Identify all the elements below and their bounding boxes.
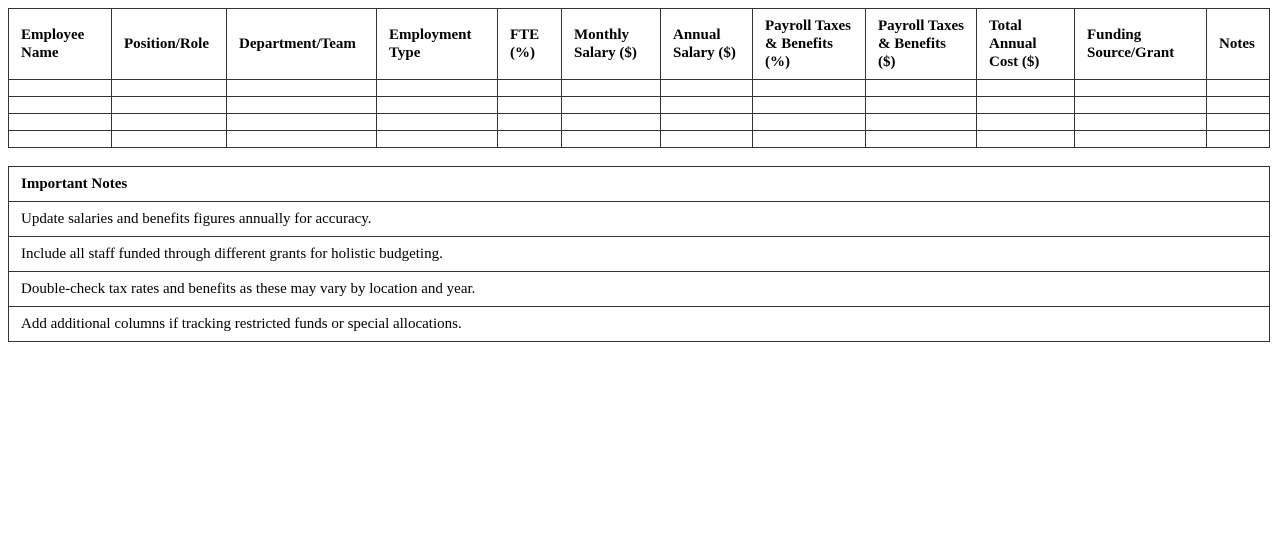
cell-funding-source[interactable] <box>1075 97 1207 114</box>
cell-funding-source[interactable] <box>1075 114 1207 131</box>
table-row <box>9 131 1270 148</box>
cell-position-role[interactable] <box>112 80 227 97</box>
header-funding-source: Funding Source/Grant <box>1075 9 1207 80</box>
cell-employee-name[interactable] <box>9 80 112 97</box>
note-item: Include all staff funded through different grants for holistic budgeting. <box>9 237 1270 272</box>
cell-fte-percent[interactable] <box>498 97 562 114</box>
cell-total-annual-cost[interactable] <box>977 131 1075 148</box>
cell-notes[interactable] <box>1207 97 1270 114</box>
cell-employment-type[interactable] <box>377 131 498 148</box>
header-employee-name: Employee Name <box>9 9 112 80</box>
cell-payroll-taxes-dollars[interactable] <box>866 80 977 97</box>
cell-payroll-taxes-percent[interactable] <box>753 97 866 114</box>
cell-notes[interactable] <box>1207 114 1270 131</box>
note-row <box>9 237 1270 272</box>
cell-monthly-salary[interactable] <box>562 131 661 148</box>
cell-total-annual-cost[interactable] <box>977 80 1075 97</box>
cell-position-role[interactable] <box>112 131 227 148</box>
cell-employment-type[interactable] <box>377 80 498 97</box>
cell-fte-percent[interactable] <box>498 131 562 148</box>
cell-fte-percent[interactable] <box>498 80 562 97</box>
header-monthly-salary: Monthly Salary ($) <box>562 9 661 80</box>
cell-total-annual-cost[interactable] <box>977 97 1075 114</box>
cell-payroll-taxes-percent[interactable] <box>753 131 866 148</box>
cell-payroll-taxes-dollars[interactable] <box>866 97 977 114</box>
cell-payroll-taxes-dollars[interactable] <box>866 131 977 148</box>
cell-annual-salary[interactable] <box>661 97 753 114</box>
staff-budget-table <box>8 8 1270 148</box>
cell-employment-type[interactable] <box>377 97 498 114</box>
table-row <box>9 114 1270 131</box>
header-payroll-taxes-percent: Payroll Taxes & Benefits (%) <box>753 9 866 80</box>
header-notes: Notes <box>1207 9 1270 80</box>
cell-position-role[interactable] <box>112 97 227 114</box>
cell-notes[interactable] <box>1207 131 1270 148</box>
header-position-role: Position/Role <box>112 9 227 80</box>
cell-payroll-taxes-dollars[interactable] <box>866 114 977 131</box>
note-item: Update salaries and benefits figures annually for accuracy. <box>9 202 1270 237</box>
cell-funding-source[interactable] <box>1075 131 1207 148</box>
cell-funding-source[interactable] <box>1075 80 1207 97</box>
note-row <box>9 202 1270 237</box>
cell-monthly-salary[interactable] <box>562 80 661 97</box>
notes-title: Important Notes <box>9 167 1270 202</box>
note-row <box>9 272 1270 307</box>
note-item: Add additional columns if tracking restricted funds or special allocations. <box>9 307 1270 342</box>
cell-annual-salary[interactable] <box>661 114 753 131</box>
cell-employee-name[interactable] <box>9 131 112 148</box>
cell-total-annual-cost[interactable] <box>977 114 1075 131</box>
cell-position-role[interactable] <box>112 114 227 131</box>
cell-department-team[interactable] <box>227 114 377 131</box>
cell-monthly-salary[interactable] <box>562 114 661 131</box>
table-row <box>9 80 1270 97</box>
cell-annual-salary[interactable] <box>661 131 753 148</box>
header-total-annual-cost: Total Annual Cost ($) <box>977 9 1075 80</box>
cell-fte-percent[interactable] <box>498 114 562 131</box>
cell-notes[interactable] <box>1207 80 1270 97</box>
cell-monthly-salary[interactable] <box>562 97 661 114</box>
cell-annual-salary[interactable] <box>661 80 753 97</box>
note-item: Double-check tax rates and benefits as these may vary by location and year. <box>9 272 1270 307</box>
table-header-row <box>9 9 1270 80</box>
cell-payroll-taxes-percent[interactable] <box>753 80 866 97</box>
header-fte-percent: FTE (%) <box>498 9 562 80</box>
cell-department-team[interactable] <box>227 80 377 97</box>
cell-employee-name[interactable] <box>9 97 112 114</box>
important-notes-table <box>8 166 1270 342</box>
cell-department-team[interactable] <box>227 131 377 148</box>
document-page <box>8 8 1270 342</box>
header-annual-salary: Annual Salary ($) <box>661 9 753 80</box>
notes-header-row <box>9 167 1270 202</box>
cell-department-team[interactable] <box>227 97 377 114</box>
cell-employment-type[interactable] <box>377 114 498 131</box>
header-payroll-taxes-dollars: Payroll Taxes & Benefits ($) <box>866 9 977 80</box>
note-row <box>9 307 1270 342</box>
table-row <box>9 97 1270 114</box>
header-department-team: Department/Team <box>227 9 377 80</box>
cell-employee-name[interactable] <box>9 114 112 131</box>
header-employment-type: Employment Type <box>377 9 498 80</box>
cell-payroll-taxes-percent[interactable] <box>753 114 866 131</box>
